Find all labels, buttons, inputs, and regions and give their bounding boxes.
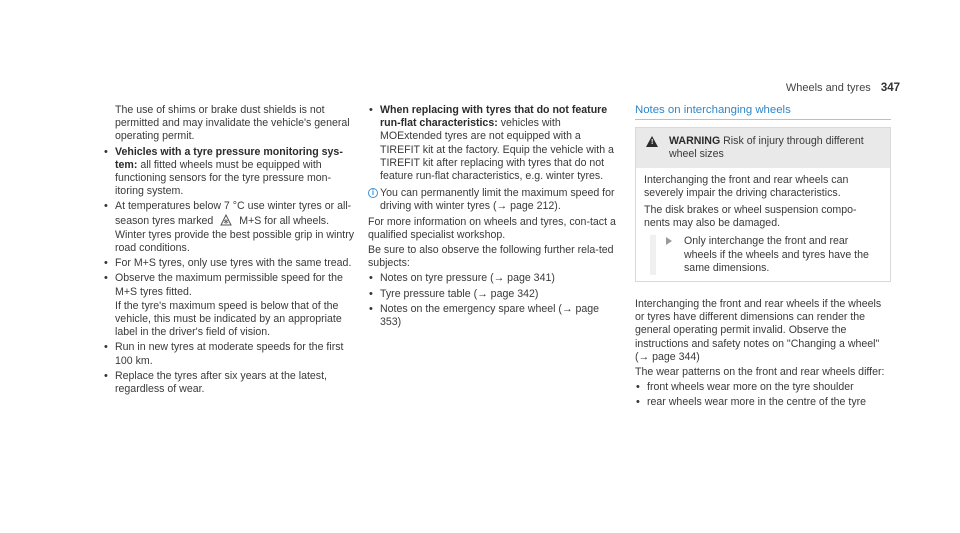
warning-paragraph: The disk brakes or wheel suspension compo-nents may also be damaged.: [644, 204, 857, 230]
bullet-text: rear wheels wear more in the centre of the tyre: [647, 396, 867, 409]
bullet-text: vehicles with MOExtended tyres are not equipped with a TIREFIT kit at the factory. Equip the vehicle with a TIREFIT kit after replacing with tyres that do not feature run-flat characteristics, e.g. winter tyres.: [380, 117, 614, 183]
bullet-text: At temperatures below 7 °C use winter tyres or all-season tyres marked: [115, 200, 352, 227]
list-item: [103, 257, 358, 270]
bullet-text: For M+S tyres, only use tyres with the same tread.: [115, 257, 352, 270]
exclamation-icon: !: [651, 139, 654, 147]
paragraph: Be sure to also observe the following further rela-ted subjects:: [368, 244, 614, 270]
action-text: Only interchange the front and rear wheels if the wheels and tyres have the same dimensions.: [684, 235, 869, 274]
info-icon: i: [368, 188, 378, 198]
list-item: [368, 104, 616, 183]
paragraph: Interchanging the front and rear wheels if the wheels or tyres have different dimensions can render the general operating permit invalid. Observe the instructions and safety notes on "Changing a wheel" (→ page 344): [635, 298, 882, 363]
bullet-subtext: Winter tyres provide the best possible grip in wintry road conditions.: [115, 228, 355, 255]
paragraph: The wear patterns on the front and rear wheels differ:: [635, 366, 885, 379]
bullet-text: M+S for all wheels.: [239, 214, 330, 227]
link-notes-tyre-pressure[interactable]: Notes on tyre pressure (→ page 341): [380, 272, 555, 285]
column-left: [103, 104, 358, 398]
list-item: [103, 370, 358, 396]
warning-label: WARNING: [669, 135, 721, 148]
mountain-snowflake-icon: [220, 214, 232, 226]
list-item[interactable]: [368, 288, 616, 301]
page-number: 347: [880, 82, 900, 94]
bullet-text: Replace the tyres after six years at the latest, regardless of wear.: [115, 369, 327, 396]
bullet-subtext: If the tyre's maximum speed is below that of the vehicle, this must be indicated by an appropriate label in the driver's field of vision.: [115, 299, 342, 339]
column-right: [635, 104, 891, 412]
note-text[interactable]: You can permanently limit the maximum speed for driving with winter tyres (→ page 212).: [380, 187, 615, 213]
info-note: [368, 187, 616, 213]
list-item[interactable]: [368, 272, 616, 285]
warning-paragraph: Interchanging the front and rear wheels can severely impair the driving characteristics.: [644, 173, 849, 199]
paragraph: For more information on wheels and tyres, con-tact a qualified specialist workshop.: [368, 215, 616, 241]
link-emergency-spare-wheel[interactable]: Notes on the emergency spare wheel (→ page 353): [380, 302, 600, 329]
warning-action: [650, 235, 882, 275]
page-header: [760, 82, 900, 96]
bullet-text: all fitted wheels must be equipped with functioning sensors for the tyre pressure mon-itoring system.: [115, 158, 332, 198]
warning-title: Risk of injury through different wheel sizes: [669, 135, 864, 161]
bullet-text: Observe the maximum permissible speed for the M+S tyres fitted.: [115, 272, 343, 298]
intro-paragraph: The use of shims or brake dust shields is not permitted and may invalidate the vehicle's general operating permit.: [115, 104, 350, 143]
list-item: [103, 341, 358, 367]
bullet-text: front wheels wear more on the tyre shoulder: [647, 381, 854, 394]
bullet-bold-label: When replacing with tyres that do not feature run-flat characteristics:: [380, 104, 608, 130]
section-heading: Notes on interchanging wheels: [635, 104, 891, 120]
column-middle: [368, 104, 616, 331]
list-item[interactable]: [368, 303, 616, 329]
warning-header: [636, 128, 890, 167]
warning-box: [635, 127, 891, 282]
list-item: [103, 146, 358, 199]
list-item: [103, 272, 358, 339]
link-tyre-pressure-table[interactable]: Tyre pressure table (→ page 342): [380, 287, 539, 300]
bullet-bold-label: Vehicles with a tyre pressure monitoring sys-tem:: [115, 145, 343, 171]
bullet-text: Run in new tyres at moderate speeds for the first 100 km.: [115, 341, 344, 367]
warning-body: [636, 168, 890, 281]
action-arrow-icon: [666, 237, 672, 245]
list-item: [635, 381, 891, 394]
list-item: [103, 200, 358, 255]
list-item: [635, 396, 891, 409]
section-title: Wheels and tyres: [785, 82, 871, 94]
